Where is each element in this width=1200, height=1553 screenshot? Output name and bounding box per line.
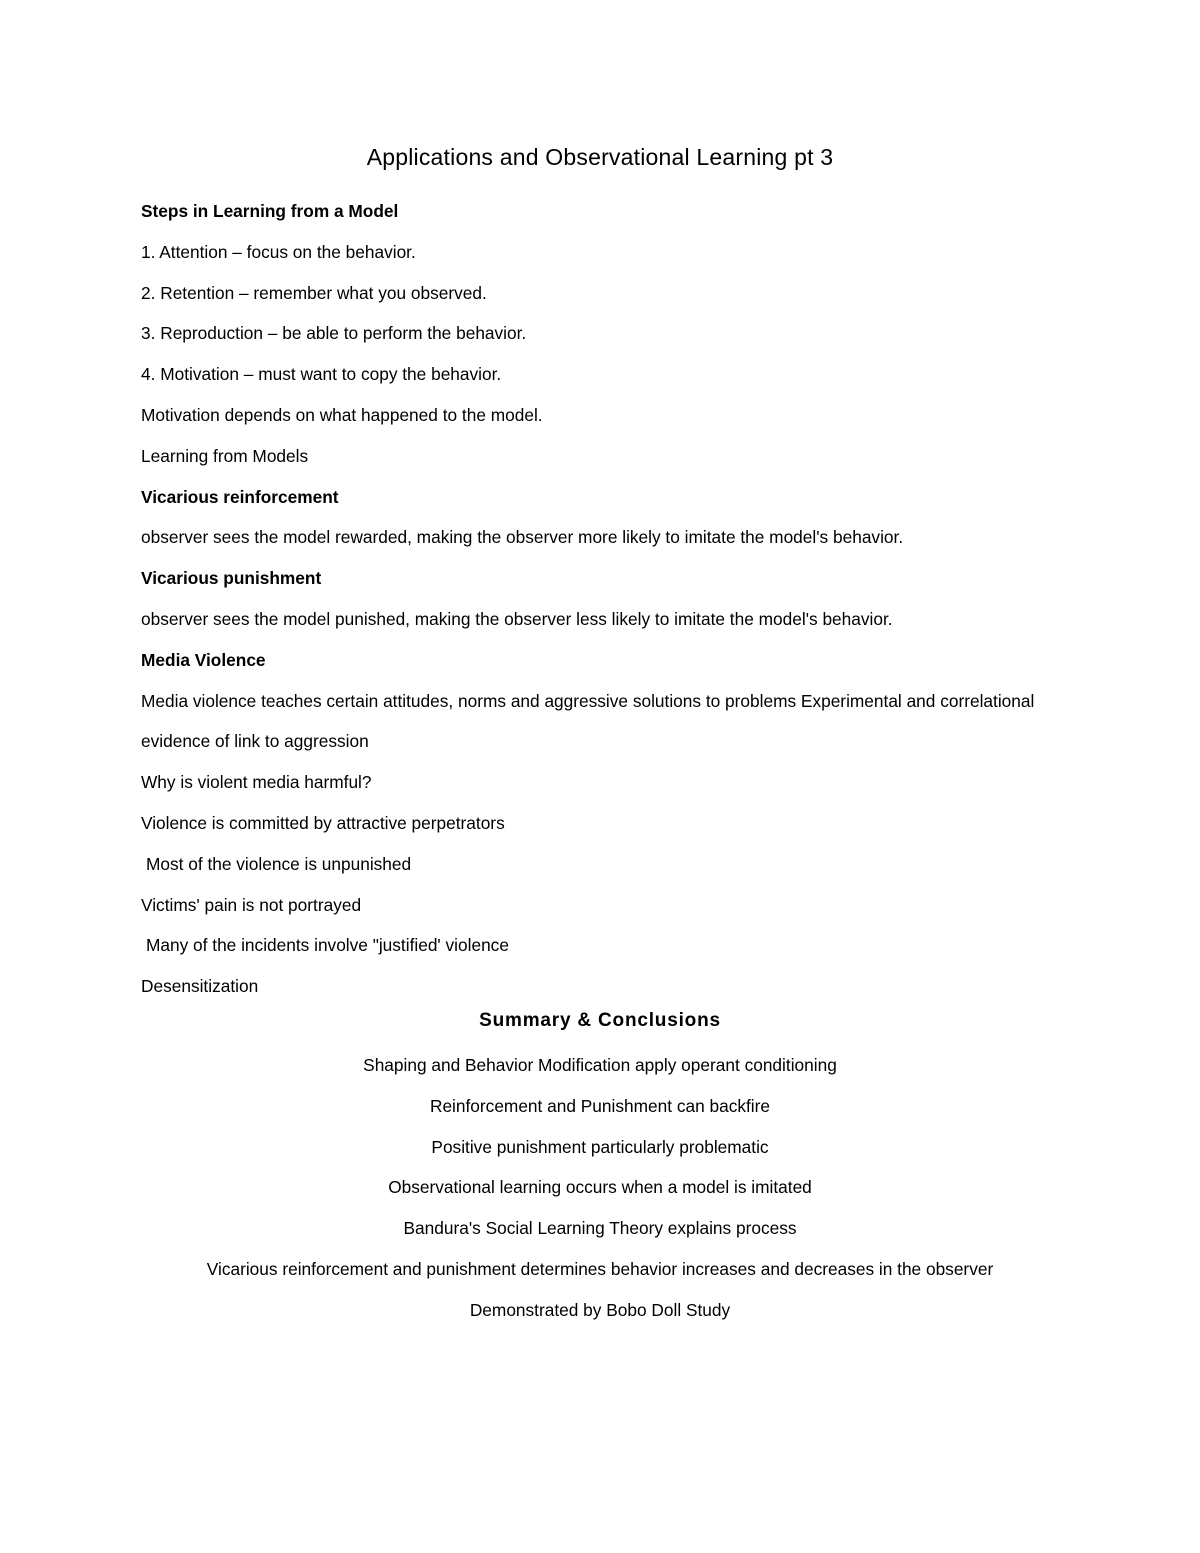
summary-item: Positive punishment particularly problematic xyxy=(431,1136,769,1157)
vicarious-punishment-heading: Vicarious punishment xyxy=(141,568,322,589)
step-retention: 2. Retention – remember what you observed. xyxy=(141,282,487,303)
summary-item: Observational learning occurs when a model is imitated xyxy=(388,1177,812,1198)
media-violence-reason: Desensitization xyxy=(141,976,259,997)
step-attention: 1. Attention – focus on the behavior. xyxy=(141,241,416,262)
document-title: Applications and Observational Learning pt 3 xyxy=(366,144,834,170)
document-body xyxy=(141,191,1081,1007)
media-violence-reason: Many of the incidents involve "justified' violence xyxy=(146,935,509,956)
media-violence-question: Why is violent media harmful? xyxy=(141,772,372,793)
summary-item: Vicarious reinforcement and punishment determines behavior increases and decreases in the observer xyxy=(206,1258,994,1279)
steps-heading: Steps in Learning from a Model xyxy=(141,201,399,221)
motivation-note: Motivation depends on what happened to the model. xyxy=(141,404,543,425)
media-violence-text-line1: Media violence teaches certain attitudes, norms and aggressive solutions to problems Experimental and correlational xyxy=(141,690,1035,711)
media-violence-reason: Violence is committed by attractive perpetrators xyxy=(141,812,505,833)
learning-from-models-heading: Learning from Models xyxy=(141,445,309,466)
summary-item: Demonstrated by Bobo Doll Study xyxy=(469,1299,731,1320)
step-motivation: 4. Motivation – must want to copy the behavior. xyxy=(141,364,502,385)
vicarious-punishment-text: observer sees the model punished, making the observer less likely to imitate the model's behavior. xyxy=(141,608,893,629)
media-violence-text-line2: evidence of link to aggression xyxy=(141,731,369,752)
vicarious-reinforcement-heading: Vicarious reinforcement xyxy=(141,486,339,507)
step-reproduction: 3. Reproduction – be able to perform the behavior. xyxy=(141,323,527,344)
media-violence-reason: Victims' pain is not portrayed xyxy=(141,894,362,915)
media-violence-reason: Most of the violence is unpunished xyxy=(146,853,412,874)
summary-section xyxy=(0,1003,1200,1331)
summary-item: Bandura's Social Learning Theory explains process xyxy=(403,1218,797,1239)
summary-item: Shaping and Behavior Modification apply operant conditioning xyxy=(363,1055,837,1075)
summary-item: Reinforcement and Punishment can backfire xyxy=(429,1095,771,1116)
summary-heading: Summary & Conclusions xyxy=(479,1010,721,1031)
media-violence-heading: Media Violence xyxy=(141,649,266,670)
vicarious-reinforcement-text: observer sees the model rewarded, making the observer more likely to imitate the model's behavior. xyxy=(141,527,904,548)
